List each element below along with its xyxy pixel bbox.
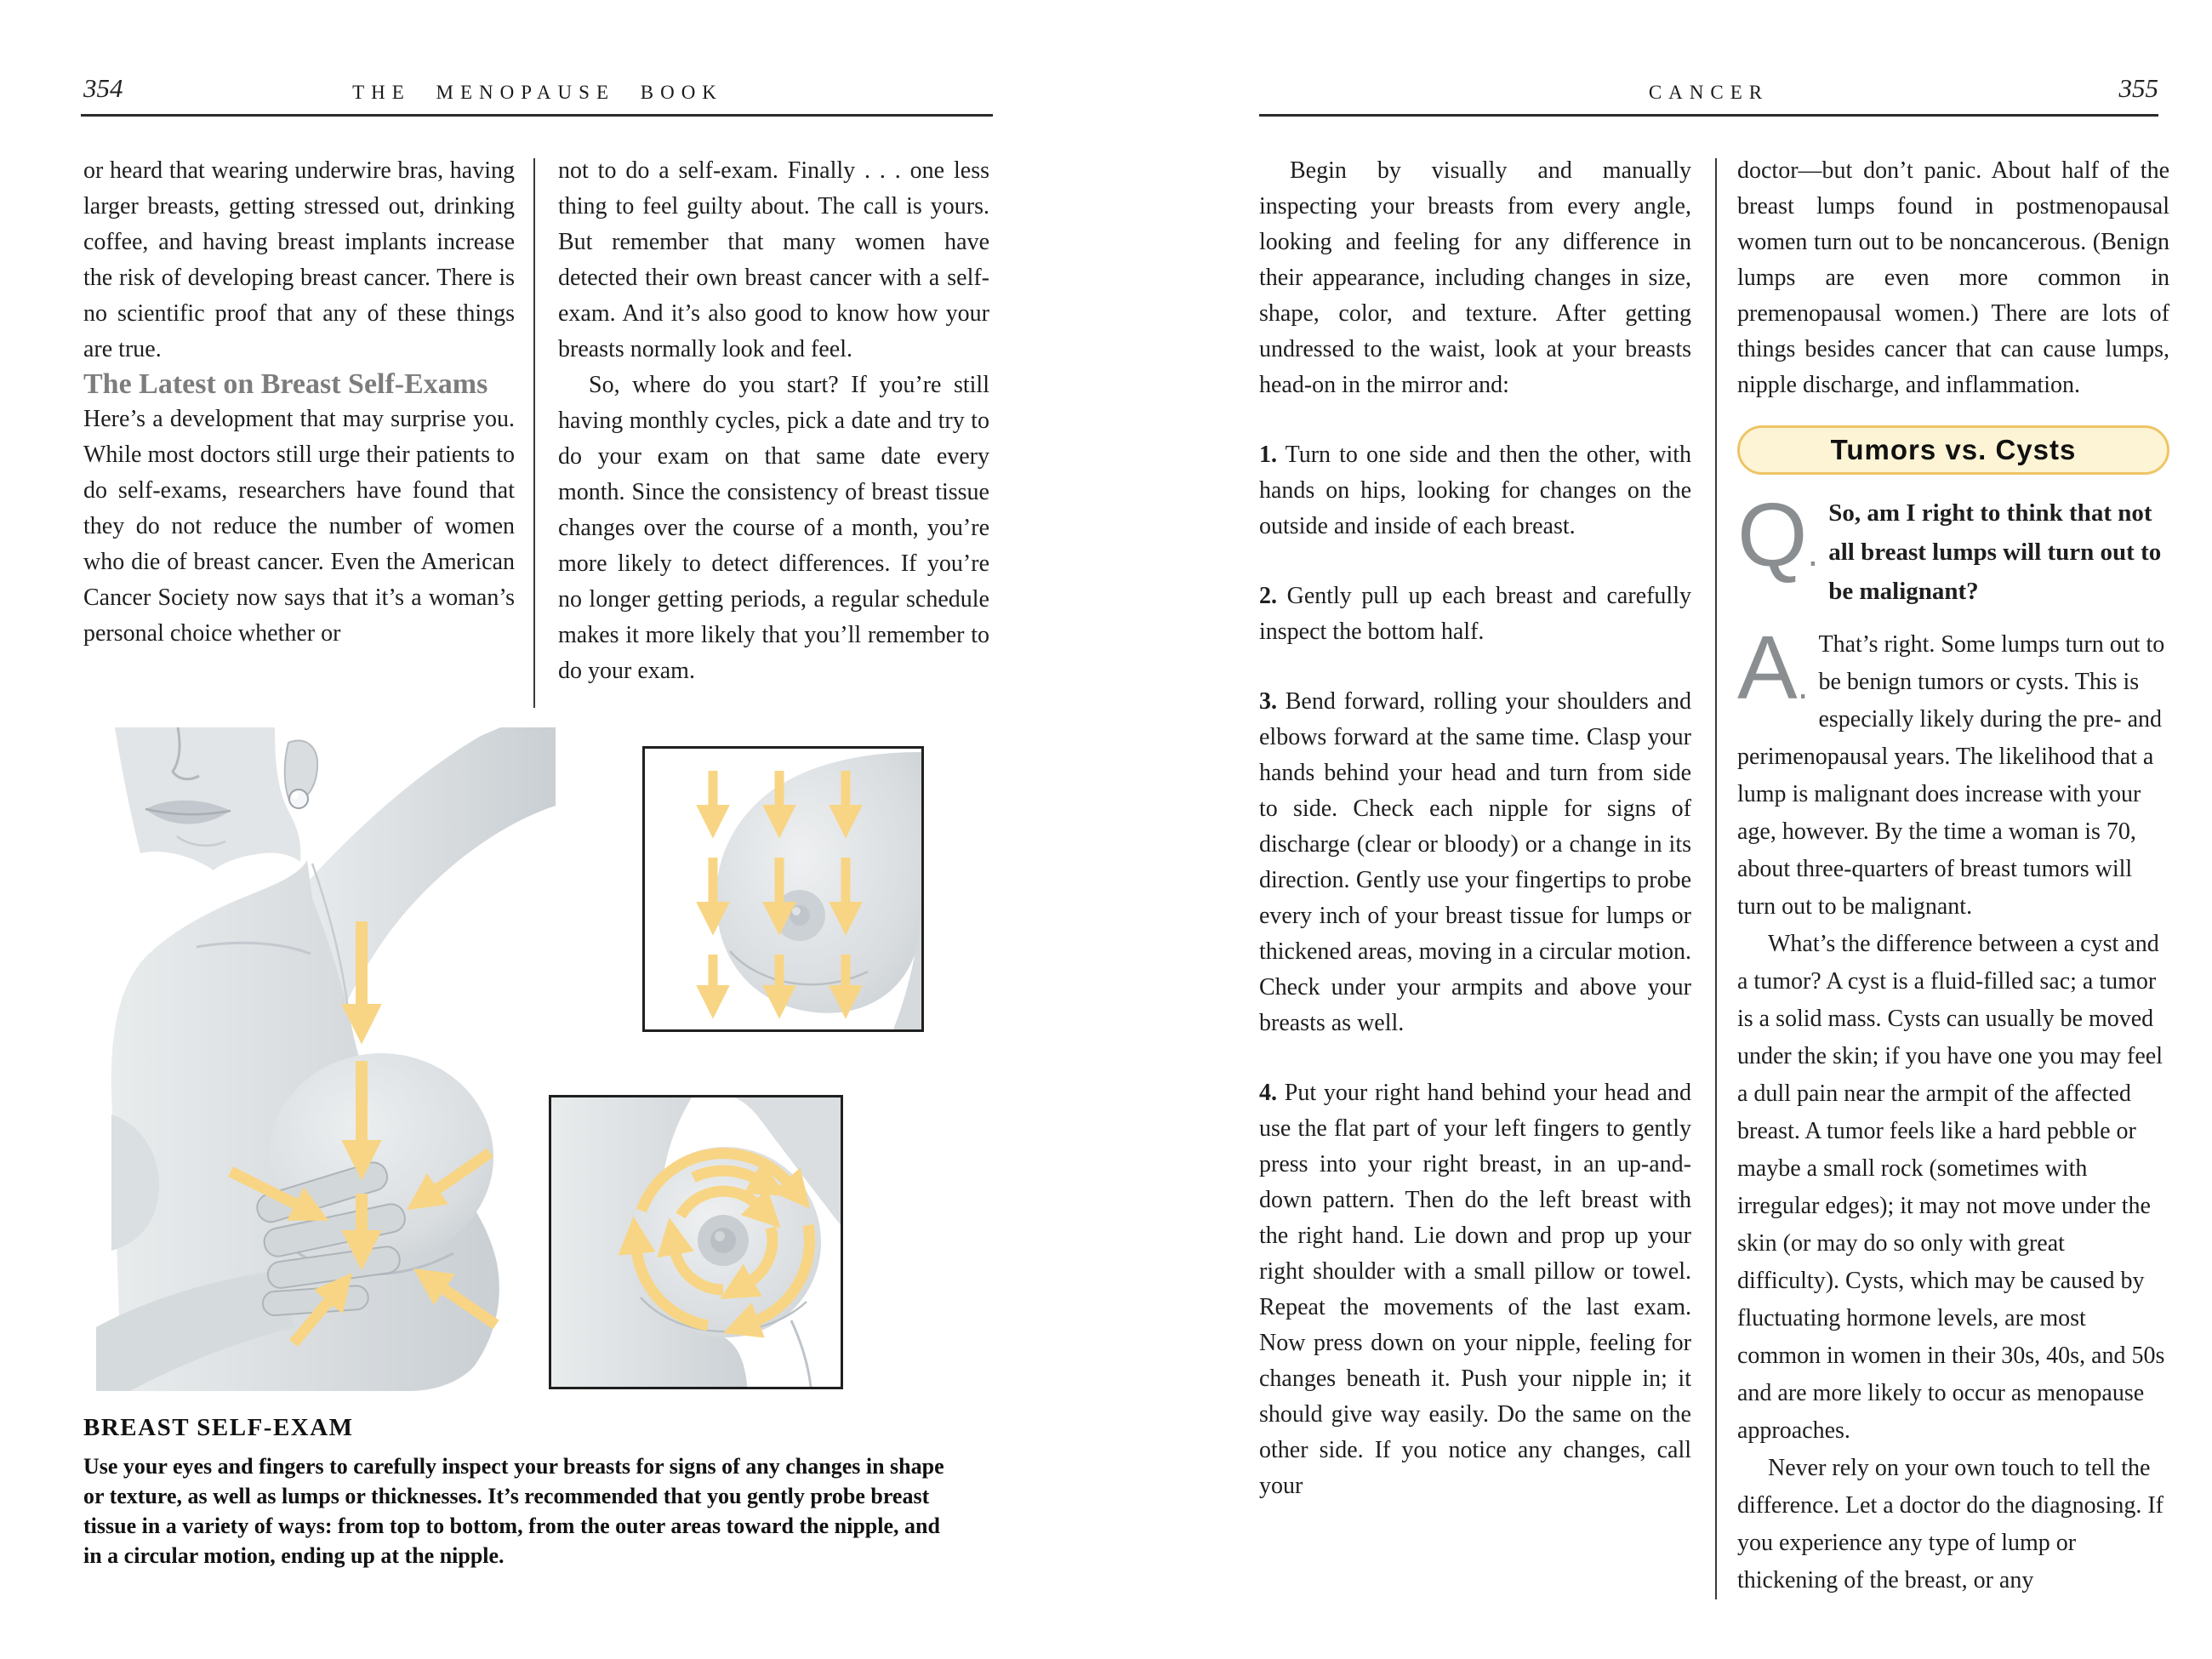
nipple [790,905,810,926]
figure-caption-title: BREAST SELF-EXAM [83,1414,354,1441]
left-column-1 [83,153,515,652]
inset-top-art [645,749,921,1029]
earring-highlight [292,792,299,799]
tumors-vs-cysts-badge [1737,425,2169,475]
paragraph: Here’s a development that may surprise you. While most doctors still urge their patients to do self-exams, researchers have found that they do not reduce the number of women who die of breast cancer. Even the American Cancer Society now says that it’s a woman’s personal choice whether or [83,406,515,647]
step-text: Put your right hand behind your head and use the flat part of your left fingers to gently press into your right breast, in an up-and-down pattern. Then do the left breast with the right hand. Lie down and prop up your right shoulder with a small pillow or towel. Repeat the movements of the last exam. Now press down on your nipple, feeling for changes beneath it. Push your nipple in; it should give way easily. Do the same on the other side. If you notice any changes, call your [1259,1080,1691,1499]
section-heading: The Latest on Breast Self-Exams [83,368,488,400]
step-number: 1. [1259,442,1277,468]
paragraph: So, where do you start? If you’re still having monthly cycles, pick a date and try to do your exam on that same date every month. Since the consistency of breast tissue changes over the course of a month, you’re more likely to detect differences. If you’re no longer getting periods, a regular schedule makes it more likely that you’ll remember to do your exam. [558,372,989,684]
answer-paragraph: That’s right. Some lumps turn out to be benign tumors or cysts. This is especially likely during the pre- and perimenopausal years. The likelihood that a lump is malignant does increase with your age, however. By the time a woman is 70, about three-quarters of breast tumors will turn out to be malignant. [1737,631,2165,920]
answer-block [1737,618,2169,926]
question-block [1737,485,2169,611]
nipple-highlight [715,1231,725,1241]
header-rule-left [81,114,993,117]
q-letter: Q. [1737,485,1819,585]
badge-label: Tumors vs. Cysts [1830,434,2077,465]
figure-inset-top [642,746,924,1032]
paragraph: not to do a self-exam. Finally . . . one less thing to feel guilty about. The call is yours. But remember that many women have detected their own breast cancer with a self-exam. And it’s also good to know how your breasts normally look and feel. [558,157,989,362]
running-head-right: CANCER [1648,82,1770,103]
pearl-earring [289,790,308,808]
paragraph: or heard that wearing underwire bras, having larger breasts, getting stressed out, drinking coffee, and having breast implants increase the risk of developing breast cancer. There is no scientific proof that any of these things are true. [83,157,515,362]
paragraph: doctor—but don’t panic. About half of the breast lumps found in postmenopausal women turn out to be noncancerous. (Benign lumps are even more common in premenopausal women.) There are lots of things besides cancer that can cause lumps, nipple discharge, and inflammation. [1737,157,2169,398]
breast-self-exam-figure [81,726,1027,1411]
figure-inset-bottom [549,1095,843,1389]
step-text: Bend forward, rolling your shoulders and elbows forward at the same time. Clasp your hands behind your head and turn from side to side. Check each nipple for signs of discharge (clear or bloody) or a change in its direction. Gently use your fingertips to probe every inch of your breast tissue for lumps or thickened areas, moving in a circular motion. Check under your armpits and above your breasts as well. [1259,688,1691,1036]
answer-paragraph: What’s the difference between a cyst and a tumor? A cyst is a fluid-filled sac; a tumor is a solid mass. Cysts can usually be moved under the skin; if you have one you may feel a dull pain near the armpit of the affected breast. A tumor feels like a hard pebble or maybe a small rock (sometimes with irregular edges); it may not move under the skin (or may do so only with great difficulty). Cysts, which may be caused by fluctuating hormone levels, are most common in women in their 30s, 40s, and 50s and are more likely to occur as menopause approaches. [1737,931,2165,1444]
page-number-left: 354 [83,73,123,103]
face [115,727,300,870]
answer-paragraph: Never rely on your own touch to tell the difference. Let a doctor do the diagnosing. If you experience any type of lump or thickening of the breast, or any [1737,1455,2164,1593]
step-item [1259,684,1691,1041]
question-text: So, am I right to think that not all breast lumps will turn out to be malignant? [1828,499,2162,605]
step-number: 3. [1259,688,1277,715]
body-side-line [791,1320,811,1387]
column-divider-left [533,158,535,708]
figure-caption-text: Use your eyes and fingers to carefully inspect your breasts for signs of any changes in shape or texture, as well as lumps or thicknesses. It’s recommended that you gently probe breast tissue in a variety of ways: from top to bottom, from the outer areas toward the nipple, and in a circular motion, ending up at the nipple. [83,1454,944,1568]
running-head-left: THE MENOPAUSE BOOK [352,82,723,103]
nipple-highlight [792,907,801,915]
breast-side-view [716,752,921,1013]
paragraph: Begin by visually and manually inspecting your breasts from every angle, looking and feeling for any difference in their appearance, including changes in size, shape, color, and texture. After getting undressed to the waist, look at your breasts head-on in the mirror and: [1259,157,1691,398]
right-column-1 [1259,153,1691,1504]
header-rule-right [1259,114,2158,117]
step-number: 2. [1259,583,1277,609]
step-text: Turn to one side and then the other, with hands on hips, looking for changes on the outside and inside of each breast. [1259,442,1691,539]
inset-bottom-art [551,1097,841,1387]
column-divider-right [1715,158,1717,1599]
page-number-right: 355 [2118,73,2158,103]
step-item [1259,437,1691,544]
step-text: Gently pull up each breast and carefully inspect the bottom half. [1259,583,1691,645]
a-letter: A. [1737,618,1809,718]
left-column-2 [558,153,989,689]
nipple [710,1228,736,1253]
right-column-2 [1737,153,2169,1599]
step-item [1259,1075,1691,1504]
main-illustration [96,727,556,1408]
step-item [1259,579,1691,650]
step-number: 4. [1259,1080,1277,1106]
